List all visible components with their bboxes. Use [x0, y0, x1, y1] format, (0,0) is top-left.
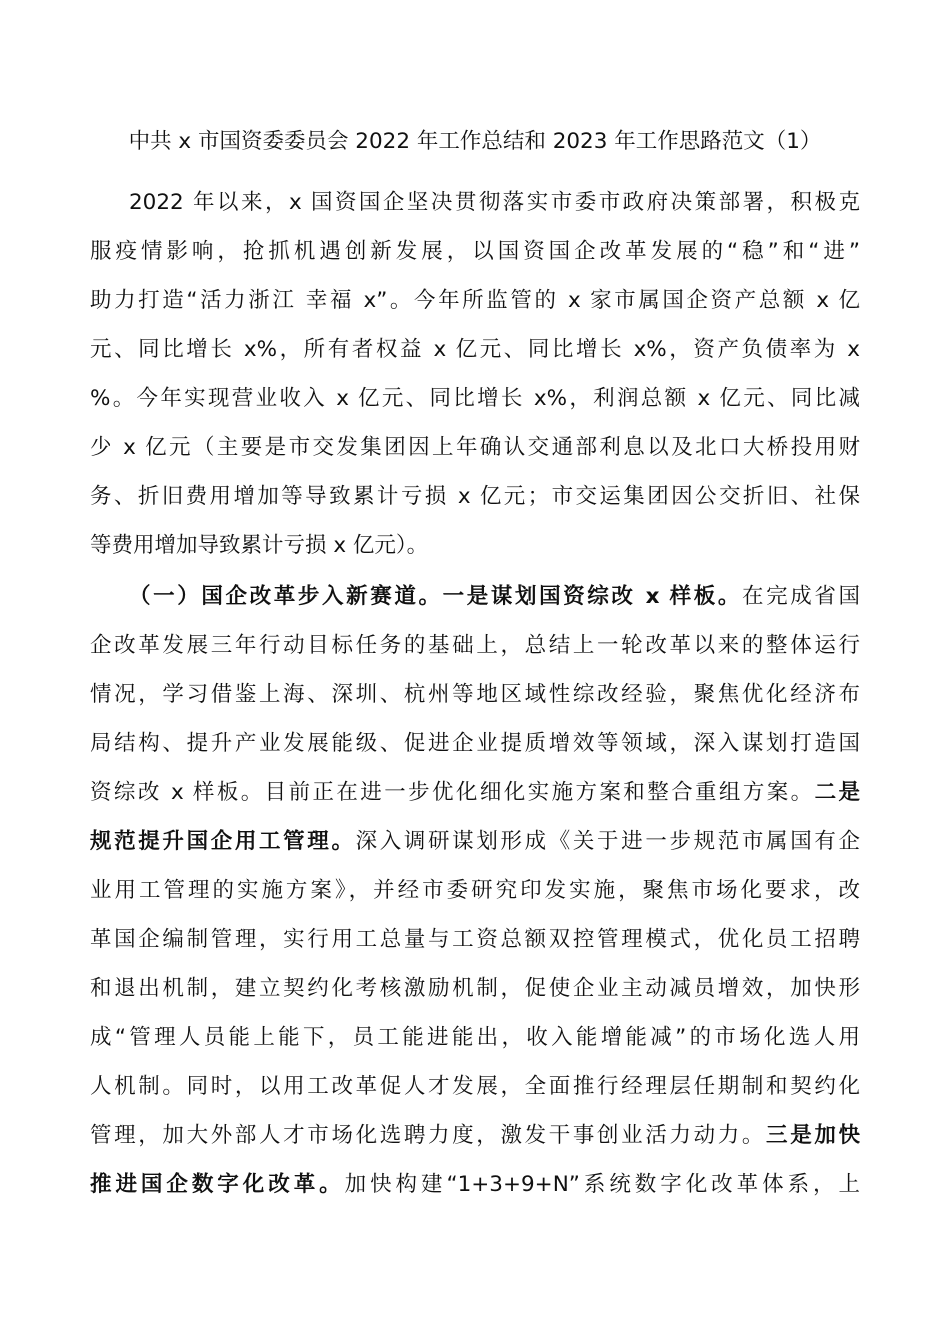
paragraph2-line — [90, 822, 860, 862]
paragraph2-text: 管理，加大外部人才市场化选聘力度，激发干事创业活力动力。 — [90, 1123, 767, 1148]
paragraph2-line — [90, 1165, 860, 1205]
paragraph2-text: 在完成省国 — [742, 584, 860, 609]
paragraph2-text: 资综改 x 样板。目前正在进一步优化细化实施方案和整合重组方案。 — [90, 780, 815, 805]
paragraph2-line: 业用工管理的实施方案》，并经市委研究印发实施，聚焦市场化要求，改 — [90, 878, 860, 903]
bold-phrase: 二是 — [814, 780, 860, 805]
paragraph2-line — [90, 1116, 860, 1156]
paragraph1-line: 2022 年以来，x 国资国企坚决贯彻落实市委市政府决策部署，积极克 — [129, 190, 860, 215]
bold-phrase: 推进国企数字化改革。 — [90, 1172, 345, 1197]
paragraph1-line: 元、同比增长 x%，所有者权益 x 亿元、同比增长 x%，资产负债率为 x — [90, 337, 860, 362]
paragraph2-line: 人机制。同时，以用工改革促人才发展，全面推行经理层任期制和契约化 — [90, 1074, 860, 1099]
paragraph2-text: 深入调研谋划形成《关于进一步规范市属国有企 — [355, 829, 860, 854]
paragraph2-line: 成“管理人员能上能下，员工能进能出，收入能增能减”的市场化选人用 — [90, 1025, 860, 1050]
document-title: 中共 x 市国资委委员会 2022 年工作总结和 2023 年工作思路范文（1） — [128, 129, 822, 154]
paragraph1-line: 等费用增加导致累计亏损 x 亿元）。 — [90, 533, 429, 558]
paragraph2-line: 情况，学习借鉴上海、深圳、杭州等地区域性综改经验，聚焦优化经济布 — [90, 682, 860, 707]
paragraph2-text: 加快构建“1+3+9+N”系统数字化改革体系，上 — [344, 1172, 860, 1197]
paragraph1-line: 少 x 亿元（主要是市交发集团因上年确认交通部利息以及北口大桥投用财 — [90, 435, 860, 460]
paragraph2-line: 企改革发展三年行动目标任务的基础上，总结上一轮改革以来的整体运行 — [90, 633, 860, 658]
paragraph2-line — [129, 577, 860, 617]
bold-phrase: 三是加快 — [766, 1123, 860, 1148]
paragraph2-line — [90, 773, 860, 813]
paragraph2-line: 和退出机制，建立契约化考核激励机制，促使企业主动减员增效，加快形 — [90, 976, 860, 1001]
paragraph1-line: 服疫情影响，抢抓机遇创新发展，以国资国企改革发展的“稳”和“进” — [90, 239, 860, 264]
paragraph2-line: 革国企编制管理，实行用工总量与工资总额双控管理模式，优化员工招聘 — [90, 927, 860, 952]
bold-phrase: 规范提升国企用工管理。 — [90, 829, 356, 854]
paragraph1-line: 务、折旧费用增加等导致累计亏损 x 亿元；市交运集团因公交折旧、社保 — [90, 484, 860, 509]
paragraph1-line: %。今年实现营业收入 x 亿元、同比增长 x%，利润总额 x 亿元、同比减 — [90, 386, 860, 411]
paragraph2-line: 局结构、提升产业发展能级、促进企业提质增效等领域，深入谋划打造国 — [90, 731, 860, 756]
section-heading: （一）国企改革步入新赛道。一是谋划国资综改 x 样板。 — [129, 584, 742, 609]
paragraph1-line: 助力打造“活力浙江 幸福 x”。今年所监管的 x 家市属国企资产总额 x 亿 — [90, 288, 860, 313]
